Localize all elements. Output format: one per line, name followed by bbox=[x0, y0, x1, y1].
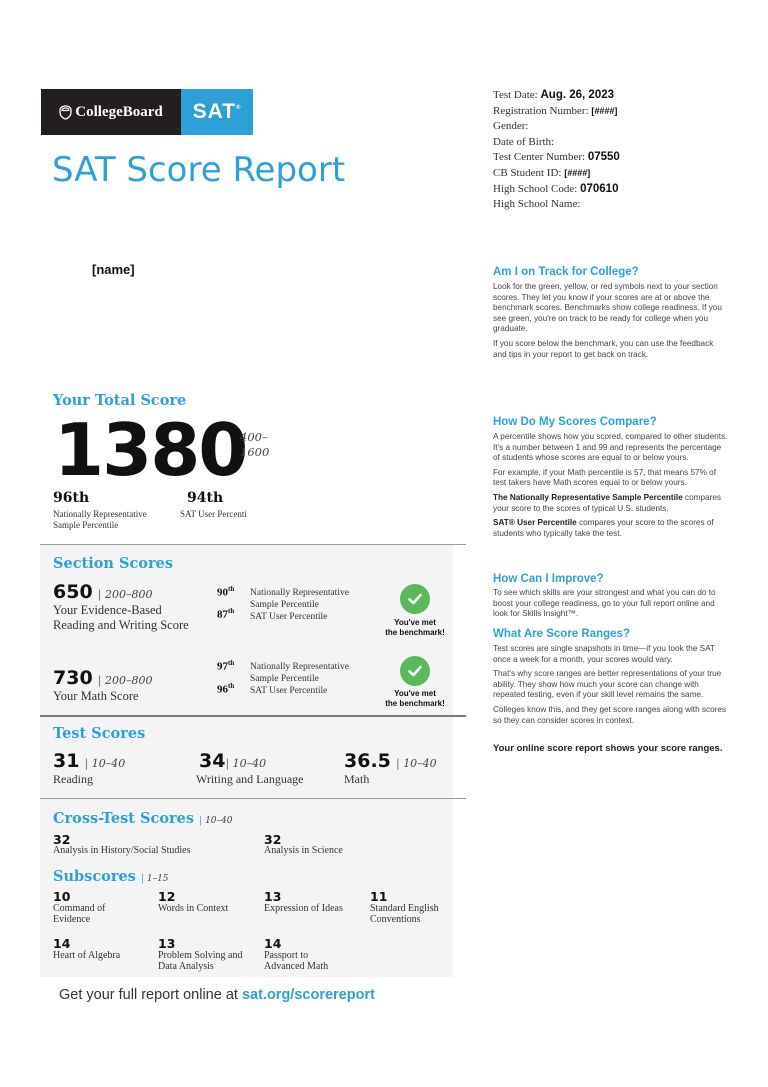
subscore-value: 12 bbox=[158, 889, 176, 904]
test-center-row bbox=[493, 150, 620, 166]
test-date-label: Test Date: bbox=[493, 89, 538, 101]
rw-user-percentile-suffix: th bbox=[228, 607, 235, 615]
math-test-score-line: 36.5 | 10–40 bbox=[344, 750, 437, 772]
reading-score: 31 bbox=[53, 750, 80, 772]
rw-nat-percentile-value: 90 bbox=[217, 586, 228, 599]
compare-text bbox=[493, 432, 728, 543]
subscore-value: 10 bbox=[53, 889, 71, 904]
on-track-text bbox=[493, 282, 728, 364]
writing-score: 34 bbox=[199, 750, 226, 772]
ranges-paragraph-3: Colleges know this, and they get score ranges along with scores so they can consider scores in context. bbox=[493, 704, 727, 725]
gender-label: Gender: bbox=[493, 120, 529, 133]
history-label: Analysis in History/Social Studies bbox=[53, 845, 191, 856]
total-user-percentile-label: SAT User Percenti bbox=[180, 509, 247, 519]
test-date-value: Aug. 26, 2023 bbox=[540, 89, 615, 101]
total-nat-percentile-label: Nationally Representative Sample Percentile bbox=[53, 509, 147, 530]
subscore-label: Words in Context bbox=[158, 903, 229, 914]
improve-heading: How Can I Improve? bbox=[493, 573, 604, 585]
page-title: SAT Score Report bbox=[52, 150, 346, 190]
reading-range: 10–40 bbox=[91, 757, 126, 770]
math-user-percentile bbox=[217, 682, 234, 696]
high-school-code-label: High School Code: bbox=[493, 182, 578, 195]
rw-nat-desc-line2: Sample Percentile bbox=[250, 599, 319, 610]
math-nat-percentile bbox=[217, 659, 234, 673]
cb-student-id-row bbox=[493, 166, 620, 182]
math-benchmark-check-icon bbox=[400, 656, 430, 686]
collegeboard-logo bbox=[41, 89, 181, 135]
test-center-value: 07550 bbox=[587, 151, 620, 164]
footer bbox=[59, 987, 375, 1003]
rw-benchmark-line2: the benchmark! bbox=[385, 628, 445, 637]
math-nat-desc bbox=[250, 662, 349, 685]
subscore-value: 14 bbox=[264, 936, 282, 951]
math-benchmark-line2: the benchmark! bbox=[385, 699, 445, 708]
subscore-label: Heart of Algebra bbox=[53, 950, 121, 961]
rw-user-percentile-value: 87 bbox=[217, 608, 228, 621]
rw-range: 200–800 bbox=[104, 588, 153, 601]
cross-test-range: 10–40 bbox=[205, 816, 233, 826]
rw-score: 650 bbox=[53, 581, 93, 603]
ranges-paragraph-4: Your online score report shows your score ranges. bbox=[493, 743, 723, 754]
dob-label: Date of Birth: bbox=[493, 135, 555, 148]
subscore-item bbox=[158, 937, 248, 972]
rw-benchmark-text bbox=[377, 618, 453, 638]
writing-score-line: 34| 10–40 bbox=[199, 750, 267, 772]
rw-user-desc: SAT User Percentile bbox=[250, 612, 328, 622]
acorn-icon bbox=[59, 105, 72, 120]
compare-paragraph-4 bbox=[493, 518, 728, 539]
subscore-item bbox=[264, 937, 349, 972]
registration-value: [####] bbox=[591, 105, 618, 116]
test-scores-heading: Test Scores bbox=[53, 725, 146, 742]
on-track-paragraph-1: Look for the green, yellow, or red symbols next to your section scores. They let you know if your scores are at or above the benchmark scores. Benchmarks show college readiness. If you see green, you're on track to be ready for college when you graduate. bbox=[493, 282, 722, 334]
math-user-percentile-suffix: th bbox=[228, 682, 235, 690]
rw-benchmark-check-icon bbox=[400, 584, 430, 614]
footer-text: Get your full report online at bbox=[59, 987, 238, 1003]
cb-student-id-label: CB Student ID: bbox=[493, 166, 562, 179]
math-nat-desc-line2: Sample Percentile bbox=[250, 673, 319, 684]
compare-paragraph-4-text: compares your score to the scores of students who typically take the test. bbox=[493, 518, 714, 538]
subscores-heading: Subscores bbox=[53, 868, 136, 885]
ranges-text bbox=[493, 644, 728, 730]
cross-test-heading-line: Cross-Test Scores | 10–40 bbox=[53, 810, 233, 827]
subscore-value: 11 bbox=[370, 889, 388, 904]
subscores-range: 1–15 bbox=[146, 874, 169, 884]
sat-logo: SAT ® bbox=[181, 89, 253, 135]
compare-heading: How Do My Scores Compare? bbox=[493, 416, 657, 428]
compare-paragraph-3-text: compares your score to the scores of typical U.S. students. bbox=[493, 492, 721, 513]
subscore-item bbox=[264, 890, 343, 914]
student-name: [name] bbox=[92, 262, 135, 277]
science-label: Analysis in Science bbox=[264, 845, 343, 856]
subscore-value: 14 bbox=[53, 936, 71, 951]
ranges-heading: What Are Score Ranges? bbox=[493, 628, 630, 640]
subscore-item bbox=[53, 937, 120, 961]
total-score-value: 1380 bbox=[54, 408, 247, 492]
rw-label: Your Evidence-Based Reading and Writing Score bbox=[53, 603, 189, 632]
compare-paragraph-1: A percentile shows how you scored, compared to other students. It's a number between 1 and 99 and represents the percentage of students whose scores are equal to or below yours. bbox=[493, 432, 728, 463]
collegeboard-wordmark: CollegeBoard bbox=[75, 103, 163, 120]
rw-nat-desc bbox=[250, 588, 349, 611]
math-section-range: 200–800 bbox=[104, 674, 153, 687]
subscore-label: Passport to Advanced Math bbox=[264, 950, 329, 972]
ranges-paragraph-2: That's why score ranges are better representations of your true ability. They show how much your score can change with repeated testing, even if your skill level remains the same. bbox=[493, 669, 722, 700]
math-nat-desc-line1: Nationally Representative bbox=[250, 662, 349, 672]
subscore-label: Standard English Conventions bbox=[370, 903, 439, 925]
subscore-label: Command of Evidence bbox=[53, 903, 106, 925]
math-score-line: 730 | 200–800 bbox=[53, 667, 153, 689]
test-date-row bbox=[493, 88, 620, 104]
subscore-item bbox=[158, 890, 228, 914]
rw-nat-percentile-suffix: th bbox=[228, 585, 235, 593]
sat-wordmark: SAT bbox=[192, 100, 237, 123]
improve-paragraph-1: To see which skills are your strongest and what you can do to boost your college readiness, go to your full report online and look for Skills Insight™. bbox=[493, 588, 716, 619]
compare-paragraph-2: For example, if your Math percentile is 57, that means 57% of test takers have Math scores equal to or below yours. bbox=[493, 467, 716, 488]
subscore-label: Problem Solving and Data Analysis bbox=[158, 950, 243, 972]
math-test-score: 36.5 bbox=[344, 750, 391, 772]
improve-text bbox=[493, 588, 728, 624]
subscores-heading-line: Subscores | 1–15 bbox=[53, 868, 169, 885]
registration-row bbox=[493, 104, 620, 120]
rw-score-line: 650 | 200–800 bbox=[53, 581, 153, 603]
on-track-paragraph-2: If you score below the benchmark, you can use the feedback and tips in your report to get back on track. bbox=[493, 338, 714, 359]
collegeboard-sat-logo bbox=[41, 89, 253, 135]
reading-score-line: 31 | 10–40 bbox=[53, 750, 126, 772]
divider bbox=[40, 798, 466, 799]
cross-test-heading: Cross-Test Scores bbox=[53, 810, 195, 827]
rw-nat-percentile bbox=[217, 585, 234, 599]
rw-benchmark-line1: You've met bbox=[394, 618, 436, 627]
on-track-heading: Am I on Track for College? bbox=[493, 266, 639, 278]
total-score-range: 400–1600 bbox=[240, 430, 270, 459]
math-nat-percentile-suffix: th bbox=[228, 659, 235, 667]
subscore-value: 13 bbox=[264, 889, 282, 904]
subscore-label: Expression of Ideas bbox=[264, 903, 343, 914]
science-score: 32 bbox=[264, 832, 282, 847]
high-school-name-label: High School Name: bbox=[493, 198, 581, 211]
reading-label: Reading bbox=[53, 772, 93, 786]
total-nat-percentile: 96th bbox=[53, 490, 90, 506]
math-benchmark-text bbox=[377, 689, 453, 709]
math-test-range: 10–40 bbox=[403, 757, 437, 770]
total-score-heading: Your Total Score bbox=[53, 392, 187, 409]
divider bbox=[40, 544, 466, 545]
math-user-desc: SAT User Percentile bbox=[250, 686, 328, 696]
ranges-paragraph-1: Test scores are single snapshots in time—if you took the SAT once a week for a month, your scores would vary. bbox=[493, 644, 715, 664]
math-nat-percentile-value: 97 bbox=[217, 660, 228, 673]
total-user-percentile: 94th bbox=[187, 490, 224, 506]
history-score: 32 bbox=[53, 832, 71, 847]
math-benchmark-line1: You've met bbox=[394, 689, 436, 698]
high-school-code-row bbox=[493, 182, 620, 198]
compare-paragraph-3-bold: The Nationally Representative Sample Percentile bbox=[493, 492, 683, 502]
section-scores-heading: Section Scores bbox=[53, 555, 173, 572]
subscore-value: 13 bbox=[158, 936, 176, 951]
writing-range: 10–40 bbox=[232, 757, 267, 770]
registration-label: Registration Number: bbox=[493, 104, 589, 117]
writing-label: Writing and Language bbox=[196, 772, 304, 786]
test-center-label: Test Center Number: bbox=[493, 151, 586, 164]
math-user-percentile-value: 96 bbox=[217, 683, 228, 696]
subscore-item bbox=[370, 890, 455, 925]
divider bbox=[40, 715, 466, 717]
test-info-block bbox=[493, 88, 620, 213]
compare-paragraph-4-bold: SAT® User Percentile bbox=[493, 518, 577, 528]
math-section-score: 730 bbox=[53, 667, 93, 689]
math-section-label: Your Math Score bbox=[53, 689, 139, 703]
high-school-code-value: 070610 bbox=[580, 182, 619, 195]
compare-paragraph-3 bbox=[493, 493, 728, 514]
cb-student-id-value: [####] bbox=[564, 167, 591, 178]
score-report-link[interactable]: sat.org/scorereport bbox=[241, 987, 375, 1003]
math-test-label: Math bbox=[344, 772, 370, 786]
subscore-item bbox=[53, 890, 138, 925]
rw-user-percentile bbox=[217, 607, 234, 621]
rw-nat-desc-line1: Nationally Representative bbox=[250, 588, 349, 598]
